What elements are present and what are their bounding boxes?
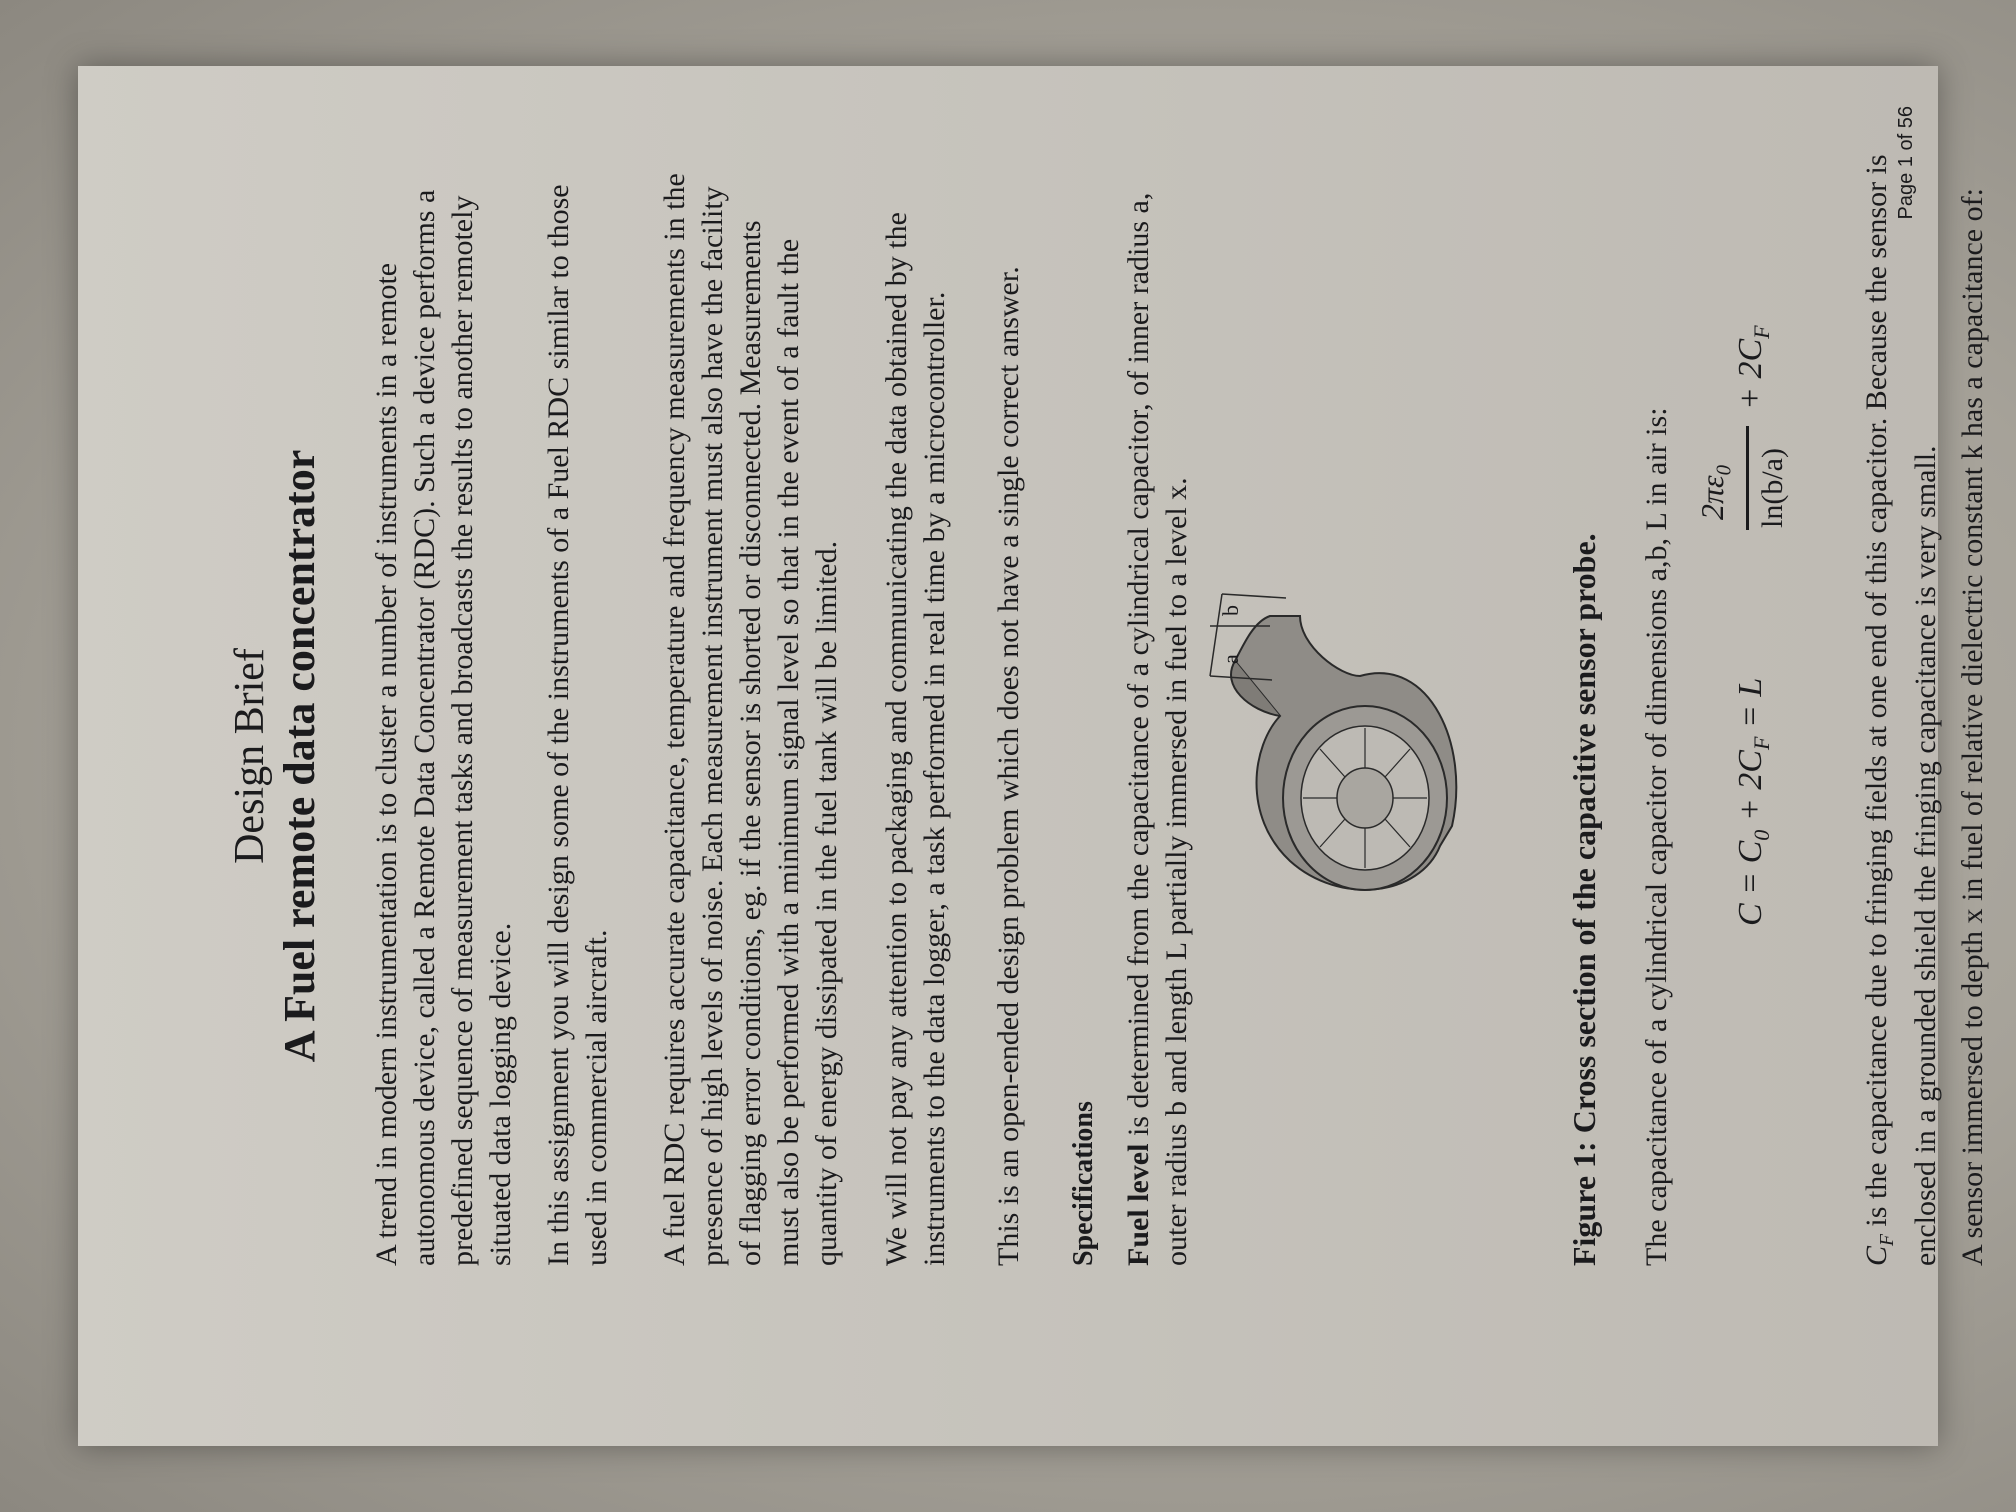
equation-numerator	[1694, 465, 1736, 520]
eq-plus-2c: + 2C	[1732, 750, 1769, 830]
fraction-bar	[1746, 426, 1749, 530]
fringing-text: is the capacitance due to fringing fields at one end of this capacitor. Because the sensor is enclosed in a grounded shield the fringing capacitance is very small.	[1860, 154, 1942, 1266]
eq-equals-l: = L	[1732, 677, 1769, 737]
fringing-paragraph	[1858, 86, 1945, 1266]
fringing-cf	[1860, 1234, 1898, 1266]
assignment-paragraph: In this assignment you will design some of the instruments of a Fuel RDC similar to those used in commercial aircraft.	[542, 184, 613, 1266]
requirements-paragraph: A fuel RDC requires accurate capacitance, temperature and frequency measurements in the presence of high levels of noise. Each measurement instrument must also have the facility of flagging error conditions, eg. if the sensor is shorted or disconnected. Measurements must also be performed with a minimum signal level so that in the event of a fault the quantity of energy dissipated in the fuel tank will be limited.	[658, 173, 843, 1266]
equation-tail	[1732, 325, 1775, 410]
capacitance-equation	[1690, 206, 1830, 926]
packaging-paragraph: We will not pay any attention to packaging and communicating the data obtained by the instruments to the data logger, a task performed in real time by a microcontroller.	[880, 212, 951, 1266]
capacitor-cross-section-svg	[1190, 556, 1490, 916]
fuel-level-text: is determined from the capacitance of a cylindrical capacitor, of inner radius a, outer radius b and length L partially immersed in fuel to a level x.	[1122, 192, 1193, 1266]
fringing-cf-sub: F	[1877, 1234, 1898, 1246]
specifications-heading: Specifications	[1068, 1101, 1099, 1266]
page-content	[78, 66, 1989, 1446]
capacitor-diagram	[1190, 556, 1490, 916]
eq-sub-f: F	[1748, 736, 1774, 751]
label-b: b	[1218, 605, 1243, 616]
equation-denominator: ln(b/a)	[1756, 448, 1789, 528]
fringing-cf-text: C	[1860, 1245, 1893, 1266]
eq-tail-text: + 2C	[1732, 338, 1769, 410]
document-page	[78, 66, 1989, 1446]
fuel-level-paragraph	[1120, 166, 1196, 1266]
capacitance-intro: The capacitance of a cylindrical capacitor of dimensions a,b, L in air is:	[1640, 407, 1673, 1266]
open-ended-paragraph: This is an open-ended design problem which does not have a single correct answer.	[992, 266, 1025, 1266]
immersed-paragraph: A sensor immersed to depth x in fuel of relative dielectric constant k has a capacitance of:	[1956, 188, 1989, 1266]
fuel-level-label: Fuel level	[1122, 1143, 1155, 1266]
page-number: Page 1 of 56	[1895, 106, 1917, 220]
eq-num-text: 2πε	[1694, 475, 1730, 520]
equation-lhs	[1732, 678, 1775, 926]
eq-sub-0: 0	[1748, 829, 1774, 841]
figure-caption: Figure 1: Cross section of the capacitive sensor probe.	[1566, 533, 1602, 1266]
eq-num-sub: 0	[1712, 464, 1736, 476]
intro-paragraph: A trend in modern instrumentation is to cluster a number of instruments in a remote autonomous device, called a Remote Data Concentrator (RDC). Such a device performs a predefined sequence of measurement tasks and broadcasts the results to another remotely situated data logging device.	[370, 189, 517, 1266]
eq-tail-sub: F	[1748, 325, 1774, 339]
page-subtitle: A Fuel remote data concentrator	[275, 449, 324, 1063]
page-title: Design Brief	[227, 648, 273, 864]
label-a: a	[1218, 654, 1243, 664]
eq-c-c: C = C	[1732, 840, 1769, 926]
